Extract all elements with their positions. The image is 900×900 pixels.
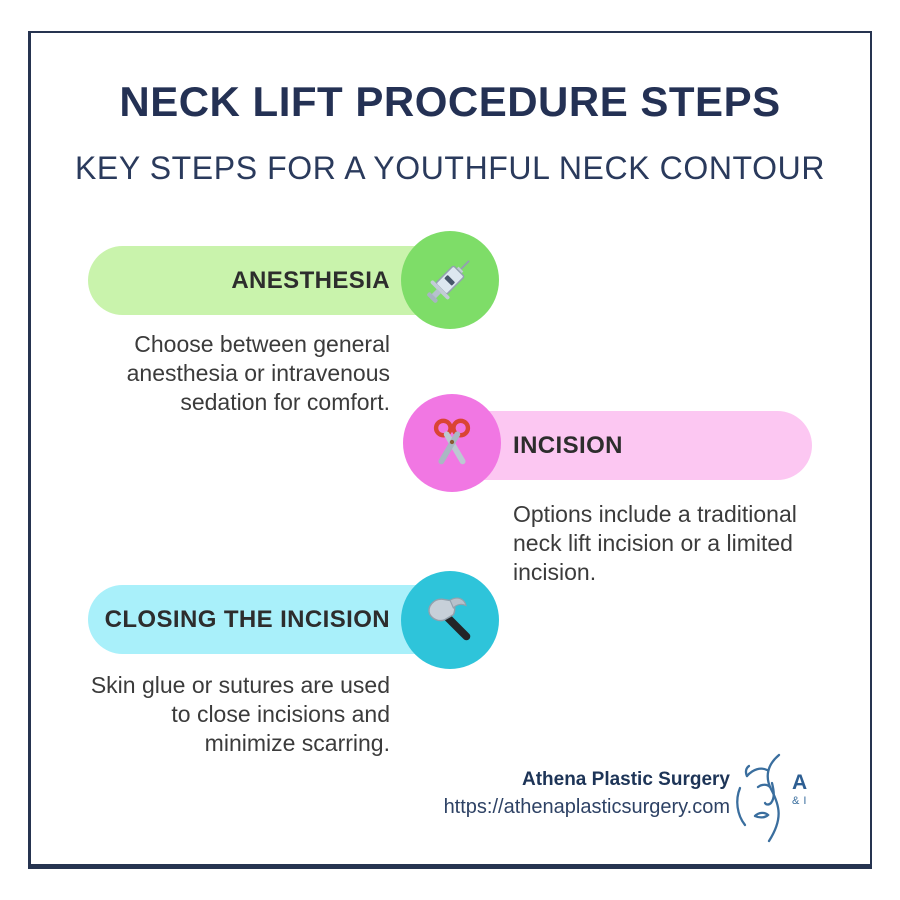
step-circle-incision xyxy=(403,394,501,492)
description-line: Skin glue or sutures are used xyxy=(90,672,390,698)
logo-lettermark xyxy=(792,772,807,807)
description-line: sedation for comfort. xyxy=(180,389,390,415)
logo-letters-sub: & I xyxy=(792,795,807,807)
brand-url-link[interactable]: https://athenaplasticsurgery.com xyxy=(443,796,730,818)
hammer-icon xyxy=(421,591,479,649)
description-line: neck lift incision or a limited xyxy=(513,530,793,556)
step-label-anesthesia: ANESTHESIA xyxy=(231,266,390,294)
step-description-closing xyxy=(60,671,390,758)
brand-name: Athena Plastic Surgery xyxy=(521,769,730,790)
logo-letter-a: A xyxy=(792,771,808,794)
step-bar-incision xyxy=(451,411,812,480)
step-label-incision: INCISION xyxy=(513,431,623,459)
step-circle-anesthesia xyxy=(401,231,499,329)
description-line: Choose between general xyxy=(134,331,390,357)
description-line: anesthesia or intravenous xyxy=(126,360,390,386)
syringe-icon xyxy=(421,251,479,309)
page-subtitle: KEY STEPS FOR A YOUTHFUL NECK CONTOUR xyxy=(74,150,826,186)
step-description-incision xyxy=(513,500,843,587)
step-description-anesthesia xyxy=(60,330,390,417)
description-line: Options include a traditional xyxy=(513,501,797,527)
step-label-closing: CLOSING THE INCISION xyxy=(104,605,390,633)
scissors-icon xyxy=(423,414,481,472)
page-title: NECK LIFT PROCEDURE STEPS xyxy=(119,78,781,125)
step-circle-closing xyxy=(401,571,499,669)
description-line: minimize scarring. xyxy=(204,730,390,756)
description-line: to close incisions and xyxy=(171,701,390,727)
description-line: incision. xyxy=(513,559,597,585)
face-profile-logo-icon xyxy=(731,751,793,847)
